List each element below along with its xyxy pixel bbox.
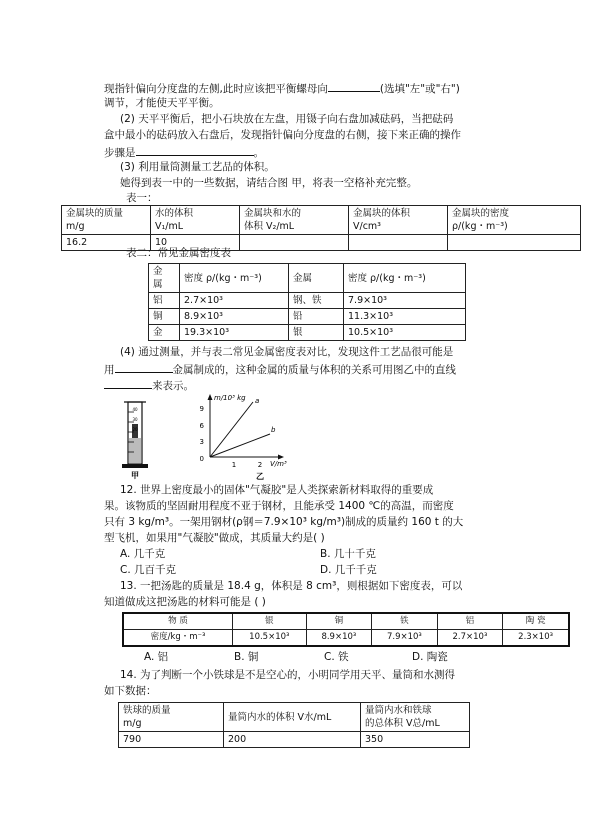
table-row	[149, 325, 466, 341]
header-cell: 银	[233, 613, 307, 630]
text-segment: 用	[104, 364, 115, 376]
header-cell: 陶 瓷	[503, 613, 569, 630]
line-a-label: a	[255, 397, 260, 405]
text-line: (2) 天平平衡后，把小石块放在左盘，用镊子向右盘加减砝码，当把砝码	[120, 113, 454, 125]
table-row	[123, 630, 569, 647]
text-line: 她得到表一中的一些数据，请结合图 甲，将表一空格补充完整。	[120, 177, 418, 189]
line-b-label: b	[271, 426, 276, 434]
cell[interactable]	[240, 235, 349, 251]
cell: 200	[224, 732, 361, 748]
option-a[interactable]: A. 几千克	[120, 548, 166, 560]
cell: 10.5×10³	[233, 630, 307, 647]
cell: 11.3×10³	[344, 309, 466, 325]
text-line: 只有 3 kg/m³。一架用钢材(ρ钢＝7.9×10³ kg/m³)制成的质量约 160 t 的大	[104, 516, 464, 528]
table-1	[61, 205, 581, 251]
cell[interactable]	[448, 235, 581, 251]
text-line	[104, 80, 460, 97]
option-d[interactable]: D. 陶瓷	[412, 651, 448, 663]
header-cell: 铝	[437, 613, 503, 630]
cell: 790	[119, 732, 224, 748]
header-cell: 量筒内水的体积 V水/mL	[224, 703, 361, 732]
header-cell: 水的体积 V₁/mL	[151, 206, 240, 235]
cell: 7.9×10³	[344, 293, 466, 309]
text-segment: 现指针偏向分度盘的左侧,此时应该把平衡螺母向	[104, 83, 328, 95]
header-cell: 铜	[306, 613, 372, 630]
cell: 8.9×10³	[180, 309, 289, 325]
iron-ball-table	[118, 702, 470, 748]
cell: 8.9×10³	[306, 630, 372, 647]
text-segment: 步骤是	[104, 147, 136, 159]
header-cell: 物 质	[123, 613, 233, 630]
cell: 350	[361, 732, 470, 748]
text-line: (3) 利用量筒测量工艺品的体积。	[120, 161, 275, 173]
header-cell: 密度 ρ/(kg・m⁻³)	[180, 264, 289, 293]
header-cell: 金属块的质量 m/g	[62, 206, 151, 235]
cell: 2.7×10³	[180, 293, 289, 309]
cell: 铅	[289, 309, 344, 325]
cell: 7.9×10³	[372, 630, 438, 647]
cell: 2.3×10³	[503, 630, 569, 647]
y-tick-label: 0	[199, 455, 204, 463]
option-c[interactable]: C. 铁	[324, 651, 349, 663]
text-line: (4) 通过测量，并与表二常见金属密度表对比，发现这件工艺品很可能是	[120, 346, 454, 358]
option-c[interactable]: C. 几百千克	[120, 564, 177, 576]
cell: 16.2	[62, 235, 151, 251]
text-line: 13. 一把汤匙的质量是 18.4 g，体积是 8 cm³，则根据如下密度表，可以	[120, 580, 463, 592]
cell[interactable]	[349, 235, 448, 251]
option-d[interactable]: D. 几千千克	[320, 564, 377, 576]
cell: 2.7×10³	[437, 630, 503, 647]
answer-blank[interactable]	[115, 361, 173, 373]
header-cell: 金 属	[149, 264, 180, 293]
table-header-row	[62, 206, 581, 235]
cell: 铝	[149, 293, 180, 309]
figure-label-yi: 乙	[256, 472, 264, 480]
option-a[interactable]: A. 铝	[144, 651, 169, 663]
answer-blank[interactable]	[104, 377, 152, 389]
x-tick-label: 1	[231, 461, 237, 469]
text-line: 盒中最小的砝码放入右盘后，发现指针偏向分度盘的右侧，接下来正确的操作	[104, 129, 461, 141]
text-line: 14. 为了判断一个小铁球是不是空心的，小明同学用天平、量筒和水测得	[120, 669, 456, 681]
text-line	[104, 144, 264, 161]
option-b[interactable]: B. 几十千克	[320, 548, 376, 560]
table-row	[119, 732, 470, 748]
text-line: 如下数据：	[104, 685, 157, 697]
table-2	[148, 263, 466, 341]
measuring-cylinder	[122, 402, 148, 480]
table-row	[149, 309, 466, 325]
x-tick-label: 2	[257, 461, 263, 469]
text-segment: 。	[253, 147, 264, 159]
header-cell: 量筒内水和铁球 的总体积 V总/mL	[361, 703, 470, 732]
text-line: 型飞机，如果用"气凝胶"做成，其质量大约是( )	[104, 532, 325, 544]
text-line	[104, 361, 456, 378]
y-axis-label: m/10³ kg	[214, 394, 246, 402]
figure-label-jia: 甲	[131, 471, 139, 480]
y-tick-label: 3	[199, 438, 204, 446]
header-cell: 金属块的体积 V/cm³	[349, 206, 448, 235]
table-header-row	[149, 264, 466, 293]
text-segment: (选填"左"或"右")	[379, 83, 460, 95]
cell: 密度/kg・m⁻³	[123, 630, 233, 647]
y-tick-label: 6	[199, 422, 204, 430]
cylinder-tick-label: 20	[132, 427, 138, 432]
graph-yi	[200, 394, 287, 480]
cell: 银	[289, 325, 344, 341]
answer-blank[interactable]	[328, 80, 380, 92]
cell: 金	[149, 325, 180, 341]
header-cell: 金属	[289, 264, 344, 293]
table-header-row	[123, 613, 569, 630]
cell: 10.5×10³	[344, 325, 466, 341]
density-table	[122, 612, 570, 647]
header-cell: 金属块和水的 体积 V₂/mL	[240, 206, 349, 235]
cell: 10	[151, 235, 240, 251]
y-tick-label: 9	[199, 405, 204, 413]
cell: 铜	[149, 309, 180, 325]
header-cell: 铁	[372, 613, 438, 630]
cell: 19.3×10³	[180, 325, 289, 341]
text-line: 果。该物质的坚固耐用程度不亚于钢材，且能承受 1400 ℃的高温，而密度	[104, 500, 454, 512]
header-cell: 密度 ρ/(kg・m⁻³)	[344, 264, 466, 293]
text-segment: 金属制成的，这种金属的质量与体积的关系可用图乙中的直线	[172, 364, 456, 376]
cylinder-tick-label: 40	[132, 407, 138, 412]
table-row	[149, 293, 466, 309]
header-cell: 金属块的密度 ρ/(kg・m⁻³)	[448, 206, 581, 235]
text-line: 12. 世界上密度最小的固体"气凝胶"是人类探索新材料取得的重要成	[120, 484, 434, 496]
text-line: 调节，才能使天平平衡。	[104, 97, 220, 109]
table-caption: 表二：常见金属密度表	[126, 247, 231, 259]
x-axis-label: V/m³	[270, 460, 287, 468]
table-caption: 表一：	[126, 192, 158, 204]
cell: 钢、铁	[289, 293, 344, 309]
cylinder-tick-label: 30	[132, 417, 138, 422]
option-b[interactable]: B. 铜	[234, 651, 259, 663]
header-cell: 铁球的质量 m/g	[119, 703, 224, 732]
figure-jia-yi	[110, 392, 310, 480]
text-line: 知道做成这把汤匙的材料可能是 ( )	[104, 596, 266, 608]
answer-blank[interactable]	[136, 144, 254, 156]
table-header-row	[119, 703, 470, 732]
text-segment: 来表示。	[152, 380, 194, 392]
